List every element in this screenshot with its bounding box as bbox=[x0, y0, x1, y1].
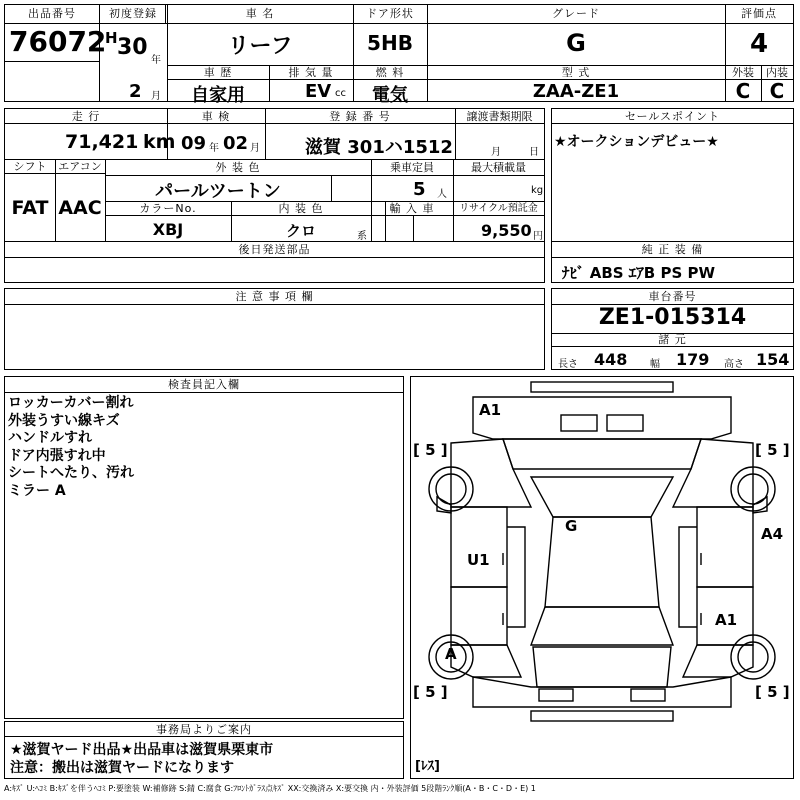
capacity-unit: 人 bbox=[437, 189, 447, 200]
sales-point-label: セールスポイント bbox=[624, 110, 720, 123]
grade-label: グレード bbox=[552, 7, 600, 20]
import-label: 輸 入 車 bbox=[389, 202, 435, 215]
lot-number: 76072 bbox=[9, 25, 107, 58]
color-label: 外 装 色 bbox=[215, 161, 261, 174]
length-value: 448 bbox=[594, 350, 628, 369]
header-section bbox=[4, 4, 794, 106]
width-value: 179 bbox=[676, 350, 710, 369]
car-diagram-svg bbox=[411, 377, 793, 778]
office-section bbox=[4, 721, 404, 779]
inspector-section bbox=[4, 376, 404, 719]
max-load-label: 最大積載量 bbox=[471, 161, 526, 174]
inspector-note: 外装うすい線キズ bbox=[8, 412, 120, 429]
transfer-day-unit: 日 bbox=[529, 147, 539, 158]
lot-no-label: 出品番号 bbox=[28, 7, 76, 20]
first-reg-label: 初度登録 bbox=[109, 7, 157, 20]
legend: A:ｷｽﾞ U:ﾍｺﾐ B:ｷｽﾞを伴うﾍｺﾐ P:要塗装 W:補修跡 S:錆 C:腐食 G:ﾌﾛﾝﾄｶﾞﾗｽ点ｷｽﾞ XX:交換済み X:要交換 内・外装評価 5段階ﾗﾝｸ順(A・B・C・D・E) 1 bbox=[4, 784, 536, 793]
color-value: パールツートン bbox=[155, 181, 281, 202]
height-value: 154 bbox=[756, 350, 790, 369]
width-label: 幅 bbox=[650, 359, 660, 370]
year-unit: 年 bbox=[151, 55, 161, 66]
exterior-grade: C bbox=[735, 79, 751, 103]
reg-year: 30 bbox=[117, 35, 148, 60]
shift-label: シフト bbox=[13, 160, 47, 173]
notes-section bbox=[4, 288, 545, 370]
capacity-label: 乗車定員 bbox=[390, 161, 434, 174]
model-label: 型 式 bbox=[561, 66, 591, 79]
history-label: 車 歴 bbox=[203, 66, 233, 79]
office-line-1: ★滋賀ヤード出品★出品車は滋賀県栗東市 bbox=[10, 742, 274, 758]
height-label: 高さ bbox=[724, 359, 744, 370]
damage-diagram bbox=[410, 376, 794, 779]
reg-month: 2 bbox=[129, 81, 142, 102]
capacity-value: 5 bbox=[413, 179, 426, 200]
tire-rear-right: [ 5 ] bbox=[755, 683, 790, 701]
interior-label: 内装 bbox=[766, 66, 788, 79]
mileage-label: 走 行 bbox=[71, 110, 101, 123]
dims-label: 諸 元 bbox=[658, 333, 687, 346]
mark-front-left: A1 bbox=[479, 401, 502, 419]
chassis-number: ZE1-015314 bbox=[598, 305, 747, 330]
office-line-2: 注意：搬出は滋賀ヤードになります bbox=[10, 760, 234, 776]
interior-color-unit: 系 bbox=[357, 231, 367, 242]
transfer-month-unit: 月 bbox=[491, 147, 501, 158]
displacement-label: 排 気 量 bbox=[288, 66, 334, 79]
inspector-note: ドア内張すれ中 bbox=[8, 447, 106, 464]
tire-rear-left: [ 5 ] bbox=[413, 683, 448, 701]
inspector-label: 検査員記入欄 bbox=[168, 378, 240, 391]
sales-point-text: ★オークションデビュー★ bbox=[554, 134, 719, 150]
tire-front-right: [ 5 ] bbox=[755, 441, 790, 459]
model-value: ZAA-ZE1 bbox=[532, 81, 620, 102]
color-no-value: XBJ bbox=[152, 220, 184, 239]
fuel-label: 燃 料 bbox=[375, 66, 405, 79]
tire-front-left: [ 5 ] bbox=[413, 441, 448, 459]
displacement-value: EV bbox=[305, 81, 332, 102]
chassis-section bbox=[551, 288, 794, 370]
inspection-label: 車 検 bbox=[201, 110, 231, 123]
recycle-label: リサイクル預託金 bbox=[459, 203, 538, 214]
score-value: 4 bbox=[749, 29, 769, 59]
history-value: 自家用 bbox=[191, 85, 245, 106]
inspection-month-unit: 月 bbox=[250, 143, 260, 154]
inspector-note: ハンドルすれ bbox=[8, 430, 92, 446]
mark-left-door: U1 bbox=[467, 551, 490, 569]
equipment-text: ﾅﾋﾞ ABS ｴｱB PS PW bbox=[562, 264, 716, 282]
shift-value: FAT bbox=[11, 197, 49, 219]
mark-roof: G bbox=[565, 517, 578, 535]
inspector-note: シートへたり、汚れ bbox=[8, 465, 134, 481]
inspector-note: ロッカーカバー割れ bbox=[8, 395, 134, 411]
displacement-unit: cc bbox=[335, 88, 346, 99]
reg-no-label: 登 録 番 号 bbox=[329, 110, 391, 123]
score-label: 評価点 bbox=[741, 7, 777, 20]
length-label: 長さ bbox=[558, 359, 578, 370]
office-label: 事務局よりご案内 bbox=[156, 723, 252, 736]
transfer-label: 譲渡書類期限 bbox=[466, 110, 533, 123]
inspection-year: 09 bbox=[181, 133, 207, 154]
month-unit: 月 bbox=[151, 91, 161, 102]
mark-right-rear: A1 bbox=[715, 611, 738, 629]
spec-section bbox=[4, 108, 545, 283]
inspection-month: 02 bbox=[223, 133, 249, 154]
registration-number: 滋賀 301ハ1512 bbox=[305, 137, 453, 158]
recycle-unit: 円 bbox=[533, 231, 543, 242]
max-load-unit: kg bbox=[531, 185, 544, 196]
ac-label: エアコン bbox=[58, 160, 102, 173]
color-no-label: カラーNo. bbox=[139, 202, 197, 215]
equipment-label: 純 正 装 備 bbox=[641, 243, 704, 256]
later-parts-label: 後日発送部品 bbox=[238, 243, 311, 256]
mark-left-rear-wheel: A bbox=[445, 645, 457, 663]
inspector-note: ミラー A bbox=[8, 482, 66, 499]
grade-value: G bbox=[566, 29, 586, 57]
car-name-label: 車 名 bbox=[245, 7, 275, 20]
inspection-year-unit: 年 bbox=[209, 143, 219, 154]
mark-right-front: A4 bbox=[761, 525, 784, 543]
inspector-notes bbox=[8, 395, 134, 500]
ac-value: AAC bbox=[58, 197, 102, 219]
notes-label: 注 意 事 項 欄 bbox=[235, 290, 314, 303]
sales-point-section bbox=[551, 108, 794, 283]
chassis-label: 車台番号 bbox=[648, 290, 697, 303]
interior-grade: C bbox=[769, 79, 785, 103]
door-label: ドア形状 bbox=[366, 7, 414, 20]
car-name: リーフ bbox=[227, 34, 293, 59]
spare-tire: [ﾚｽ] bbox=[415, 759, 440, 774]
era-mark: H bbox=[105, 29, 118, 47]
recycle-value: 9,550 bbox=[481, 221, 532, 240]
door-type: 5HB bbox=[367, 31, 413, 55]
exterior-label: 外装 bbox=[732, 66, 754, 79]
mileage-unit: km bbox=[143, 131, 176, 153]
interior-color-value: クロ bbox=[285, 222, 316, 240]
fuel-value: 電気 bbox=[372, 85, 408, 106]
interior-color-label: 内 装 色 bbox=[278, 202, 324, 215]
mileage-value: 71,421 bbox=[65, 131, 139, 153]
